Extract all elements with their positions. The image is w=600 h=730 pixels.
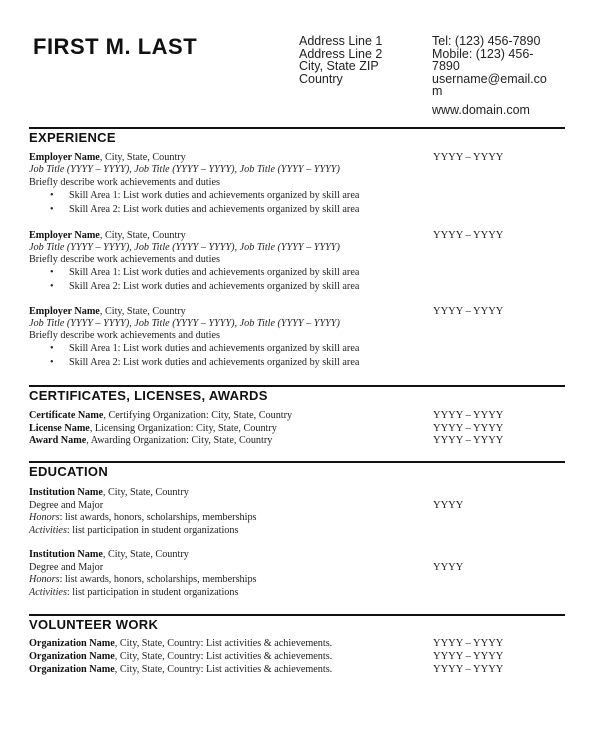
award-line: Award Name, Awarding Organization: City, State, Country xyxy=(29,435,273,446)
phone-mobile: Mobile: (123) 456- xyxy=(432,46,534,61)
job-description: Briefly describe work achievements and duties xyxy=(29,330,220,341)
job-titles: Job Title (YYYY – YYYY), Job Title (YYYY – YYYY), Job Title (YYYY – YYYY) xyxy=(29,242,340,253)
address-line: Address Line 1 xyxy=(299,34,383,48)
volunteer-line: Organization Name, City, State, Country: List activities & achievements. xyxy=(29,651,333,662)
address-block xyxy=(299,35,382,85)
degree-line: Degree and Major xyxy=(29,500,104,511)
section-heading-volunteer: VOLUNTEER WORK xyxy=(29,614,565,632)
honors-line: Honors: list awards, honors, scholarships, memberships xyxy=(29,512,257,523)
bullet-item: • Skill Area 1: List work duties and achievements organized by skill area xyxy=(50,343,360,354)
education-year: YYYY xyxy=(433,562,464,573)
bullet-icon: • xyxy=(50,204,54,215)
employer-line xyxy=(29,152,186,165)
job-titles: Job Title (YYYY – YYYY), Job Title (YYYY – YYYY), Job Title (YYYY – YYYY) xyxy=(29,164,340,175)
employer-location: , City, State, Country xyxy=(99,152,186,163)
address-line: Country xyxy=(299,71,343,86)
employer-name: Employer Name xyxy=(29,306,100,317)
bullet-item: • Skill Area 2: List work duties and achievements organized by skill area xyxy=(50,357,360,368)
phone-tel: Tel: (123) 456-7890 xyxy=(432,34,541,48)
website: www.domain.com xyxy=(432,102,530,117)
employer-name: Employer Name xyxy=(29,152,100,163)
job-dates: YYYY – YYYY xyxy=(433,152,504,163)
bullet-icon: • xyxy=(50,343,54,354)
bullet-icon: • xyxy=(50,357,54,368)
bullet-item: • Skill Area 1: List work duties and achievements organized by skill area xyxy=(50,267,360,278)
employer-location: , City, State, Country xyxy=(99,306,186,317)
license-dates: YYYY – YYYY xyxy=(433,423,504,434)
bullet-item: • Skill Area 2: List work duties and achievements organized by skill area xyxy=(50,281,360,292)
education-year: YYYY xyxy=(433,500,464,511)
certificate-dates: YYYY – YYYY xyxy=(433,410,504,421)
address-line: Address Line 2 xyxy=(299,46,383,61)
job-titles: Job Title (YYYY – YYYY), Job Title (YYYY – YYYY), Job Title (YYYY – YYYY) xyxy=(29,318,340,329)
bullet-icon: • xyxy=(50,267,54,278)
activities-line: Activities: list participation in student organizations xyxy=(29,587,239,598)
activities-line: Activities: list participation in student organizations xyxy=(29,525,239,536)
bullet-icon: • xyxy=(50,190,54,201)
certificate-line: Certificate Name, Certifying Organization: City, State, Country xyxy=(29,410,293,421)
address-line: City, State ZIP xyxy=(299,59,379,73)
email-line: username@email.co xyxy=(432,71,547,86)
bullet-icon: • xyxy=(50,281,54,292)
section-heading-education: EDUCATION xyxy=(29,461,565,479)
job-dates: YYYY – YYYY xyxy=(433,230,504,241)
volunteer-dates: YYYY – YYYY xyxy=(433,651,504,662)
job-dates: YYYY – YYYY xyxy=(433,306,504,317)
section-heading-certificates: CERTIFICATES, LICENSES, AWARDS xyxy=(29,385,565,403)
award-dates: YYYY – YYYY xyxy=(433,435,504,446)
institution-line: Institution Name, City, State, Country xyxy=(29,549,189,560)
employer-line xyxy=(29,230,186,243)
job-description: Briefly describe work achievements and duties xyxy=(29,177,220,188)
volunteer-line: Organization Name, City, State, Country: List activities & achievements. xyxy=(29,664,333,675)
section-heading-experience: EXPERIENCE xyxy=(29,127,565,145)
license-line: License Name, Licensing Organization: City, State, Country xyxy=(29,423,277,434)
contact-block xyxy=(432,35,572,116)
volunteer-dates: YYYY – YYYY xyxy=(433,664,504,675)
volunteer-dates: YYYY – YYYY xyxy=(433,638,504,649)
bullet-item: • Skill Area 1: List work duties and achievements organized by skill area xyxy=(50,190,360,201)
phone-mobile-cont: 7890 xyxy=(432,59,460,73)
candidate-name: FIRST M. LAST xyxy=(33,34,198,59)
employer-line xyxy=(29,306,186,319)
job-description: Briefly describe work achievements and duties xyxy=(29,254,220,265)
email-line-cont: m xyxy=(432,84,443,98)
degree-line: Degree and Major xyxy=(29,562,104,573)
volunteer-line: Organization Name, City, State, Country: List activities & achievements. xyxy=(29,638,333,649)
employer-name: Employer Name xyxy=(29,230,100,241)
institution-line: Institution Name, City, State, Country xyxy=(29,487,189,498)
honors-line: Honors: list awards, honors, scholarships, memberships xyxy=(29,574,257,585)
bullet-item: • Skill Area 2: List work duties and achievements organized by skill area xyxy=(50,204,360,215)
employer-location: , City, State, Country xyxy=(99,230,186,241)
